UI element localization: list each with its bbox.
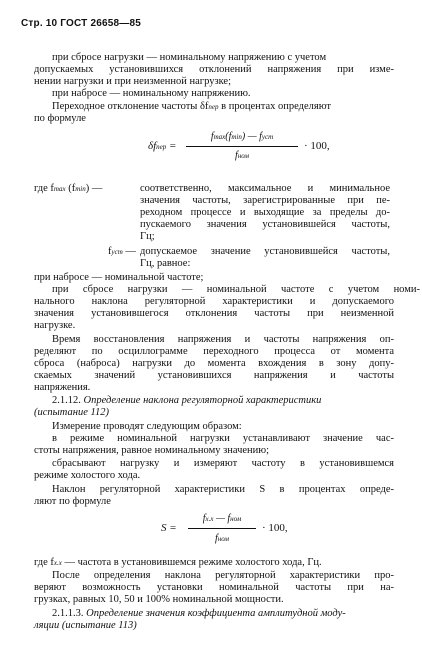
- text-line: [52, 101, 331, 113]
- formula-lhs: δfпер =: [148, 140, 177, 152]
- text-line: стоты напряжения, равное номинальному значению;: [34, 445, 270, 456]
- text-fragment: где f: [34, 183, 54, 194]
- section-title: Определение значения коэффициента амплитудной моду-: [86, 608, 346, 619]
- text-line: пускаемого значения установившейся частоты,: [140, 219, 390, 230]
- subscript: уст: [111, 248, 123, 256]
- text-line: соответственно, максимальное и минимальное: [140, 183, 390, 194]
- text-line: при сбросе нагрузки — номинальной частоте с учетом номи-: [52, 284, 420, 295]
- definition-line: [34, 557, 322, 569]
- text-line: Время восстановления напряжения и частоты напряжения оп-: [52, 334, 394, 345]
- formula-tail: · 100,: [262, 522, 288, 534]
- text-line: Гц;: [140, 231, 155, 242]
- formula-tail: · 100,: [304, 140, 330, 152]
- text-line: нении нагрузки и при неизменной нагрузке;: [34, 76, 232, 87]
- subscript: ном: [237, 152, 249, 160]
- formula-denominator: [183, 150, 301, 161]
- formula-denominator: [185, 533, 259, 544]
- text-fragment: в процентах определяют: [221, 101, 332, 112]
- text-line: ляют по формуле: [34, 496, 111, 507]
- text-line: допускаемых установившихся отклонений напряжения при изме-: [34, 64, 394, 75]
- text-fragment: —: [122, 246, 136, 257]
- text-line: напряжения.: [34, 382, 91, 393]
- definition-term: [34, 183, 102, 195]
- definition-body: [140, 183, 390, 243]
- text-line: Измерение проводят следующим образом:: [52, 421, 242, 432]
- text-fragment: f: [108, 246, 112, 257]
- text-line: Наклон регуляторной характеристики S в процентах опреде-: [52, 484, 394, 495]
- text-fragment: где f: [34, 557, 54, 568]
- subscript: х.х: [53, 559, 62, 567]
- subscript: max: [213, 133, 226, 141]
- text-line: грузках, равных 10, 50 и 100% номинальной мощности.: [34, 594, 284, 605]
- text-line: при набросе — номинальному напряжению.: [52, 88, 251, 99]
- text-line: по формуле: [34, 113, 86, 124]
- page-header: Стр. 10 ГОСТ 26658—85: [21, 18, 141, 29]
- formula-symbol: — f: [245, 131, 262, 142]
- text-line: реходном процессе и выходящие за пределы до-: [140, 207, 390, 218]
- subscript: ном: [217, 535, 229, 543]
- text-line: режиме холостого хода.: [34, 470, 141, 481]
- subscript: min: [231, 133, 242, 141]
- definition-body: [140, 246, 390, 270]
- text-line: ределяют по осциллограмме переходного процесса от момента: [34, 346, 394, 357]
- formula-lhs: S =: [161, 522, 177, 534]
- section-number: 2.1.12.: [52, 395, 81, 406]
- formula-symbol: f: [235, 150, 238, 161]
- text-line: нагрузке.: [34, 320, 76, 331]
- section-title: Определение наклона регуляторной характеристики: [83, 395, 322, 406]
- text-line: значения установившегося отклонения частоты при неизменной: [34, 308, 394, 319]
- formula-symbol: f: [202, 513, 206, 524]
- section-title-cont: ляции (испытание 113): [34, 620, 137, 631]
- text-line: при сбросе нагрузки — номинальному напряжению с учетом: [52, 52, 327, 63]
- text-fragment: ) —: [85, 183, 103, 194]
- formula-symbol: δf: [148, 140, 157, 152]
- section-number: 2.1.1.3.: [52, 608, 84, 619]
- text-line: при набросе — номинальной частоте;: [34, 272, 204, 283]
- subscript: пер: [156, 143, 167, 151]
- formula-symbol: f: [215, 533, 218, 544]
- subscript: ном: [230, 515, 242, 523]
- fraction-line: [186, 146, 298, 147]
- text-line: Гц, равное:: [140, 258, 191, 269]
- text-fragment: Переходное отклонение частоты δf: [52, 101, 209, 112]
- subscript: х.х: [205, 515, 214, 523]
- text-fragment: — частота в установившемся режиме холостого хода, Гц.: [61, 557, 322, 568]
- section-title-cont: (испытание 112): [34, 407, 109, 418]
- text-line: сброса (наброса) нагрузки до момента вхождения в зону допу-: [34, 358, 394, 369]
- subscript: max: [53, 185, 66, 193]
- text-line: веряют возможность установки номинальной частоты при на-: [34, 582, 394, 593]
- text-line: сбрасывают нагрузку и измеряют частоту в установившемся: [52, 458, 394, 469]
- text-line: допускаемое значение установившейся частоты,: [140, 246, 390, 257]
- text-line: значения частоты, зарегистрированные при пе-: [140, 195, 390, 206]
- text-fragment: (f: [65, 183, 76, 194]
- text-line: в режиме номинальной нагрузки устанавливают значение час-: [52, 433, 394, 444]
- section-heading: [52, 608, 346, 620]
- subscript: уст: [261, 133, 274, 141]
- formula-symbol: f: [210, 131, 214, 142]
- formula-numerator: fmax(fmin) — fуст: [210, 131, 274, 142]
- formula-symbol: — f: [213, 513, 231, 524]
- text-line: нального наклона регуляторной характеристики и допускаемого: [34, 296, 394, 307]
- subscript: min: [75, 185, 86, 193]
- text-line: После определения наклона регуляторной характеристики про-: [52, 570, 394, 581]
- section-heading: [52, 395, 321, 407]
- text-line: скаемых значений установившихся напряжения и частоты: [34, 370, 394, 381]
- definition-term: [108, 246, 136, 258]
- subscript: пер: [208, 103, 219, 111]
- fraction-line: [188, 528, 256, 529]
- formula-numerator: [185, 513, 259, 524]
